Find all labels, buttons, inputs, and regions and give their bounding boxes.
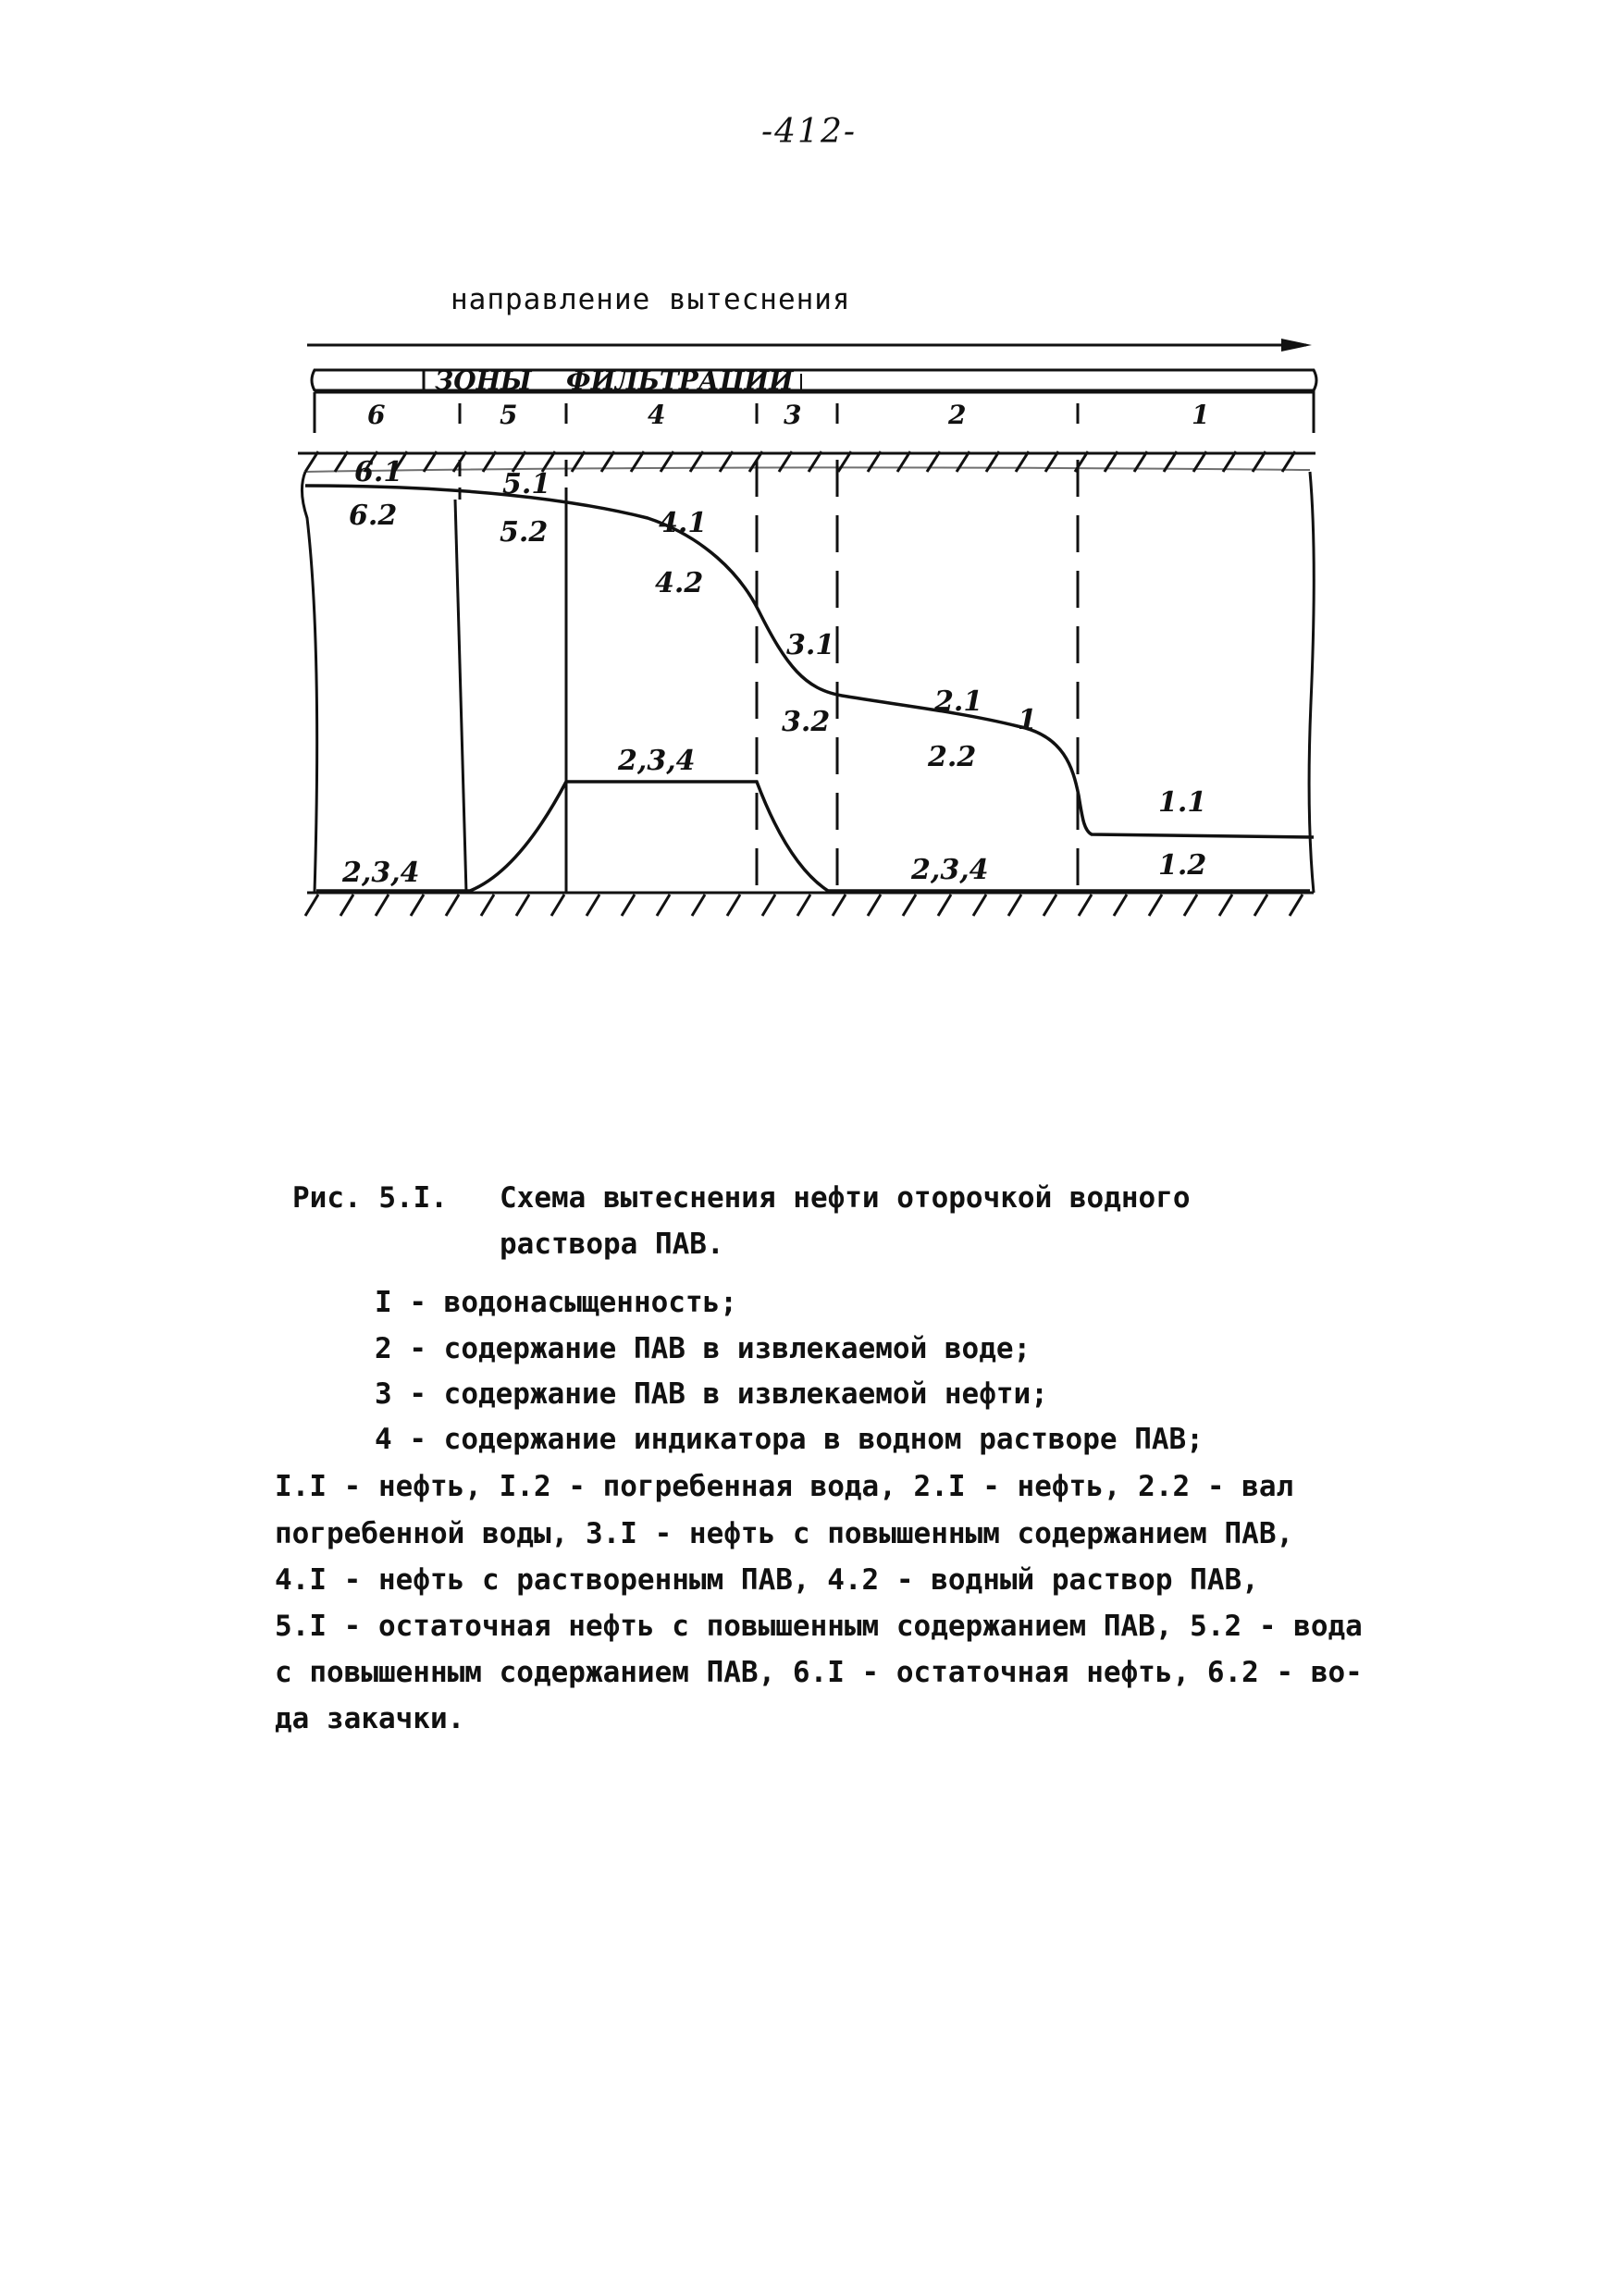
label-4-1: 4.1 [659,507,708,539]
direction-label: направление вытеснения [451,283,851,316]
zone-numbers-row [315,392,1314,433]
hatch-mark [903,895,916,916]
zone-number-5: 5 [500,400,518,430]
label-4-2: 4.2 [655,567,704,599]
hatch-mark [587,895,599,916]
hatch-mark [551,895,564,916]
legend-item: 4 - содержание индикатора в водном растворе ПАВ; [375,1423,1204,1456]
hatch-mark [1044,895,1056,916]
zone-number-4: 4 [648,400,666,430]
description-line: с повышенным содержанием ПАВ, 6.I - остаточная нефть, 6.2 - во- [275,1656,1363,1689]
direction-arrow [307,339,1312,352]
label-2-2: 2.2 [928,741,977,773]
label-bottom-left: 2,3,4 [342,857,420,889]
zone-boundaries [455,460,1078,893]
hatch-mark [340,895,353,916]
hatch-mark [868,895,881,916]
label-1-1: 1.1 [1158,786,1207,819]
zones-header-word1: ЗОНЫ [435,365,532,396]
hatch-mark [1290,895,1303,916]
description-line: I.I - нефть, I.2 - погребенная вода, 2.I - нефть, 2.2 - вал [275,1470,1294,1503]
hatch-mark [1079,895,1092,916]
label-3-1: 3.1 [786,629,835,661]
hatch-mark [516,895,529,916]
hatch-mark [622,895,635,916]
label-5-1: 5.1 [502,468,551,500]
hatch-mark [305,895,318,916]
zones-header-word2: ФИЛЬТРАЦИИ [566,365,794,396]
displacement-scheme [0,315,1618,944]
description-line: погребенной воды, 3.I - нефть с повышенным содержанием ПАВ, [275,1517,1294,1550]
page-number: -412- [760,113,858,151]
hatch-mark [973,895,986,916]
hatch-mark [481,895,494,916]
hatch-mark [692,895,705,916]
hatch-mark [1254,895,1267,916]
hatch-mark [1184,895,1197,916]
zone-number-3: 3 [784,400,802,430]
figure-title-line-1: Схема вытеснения нефти оторочкой водного [500,1181,1191,1215]
bottom-boundary [305,893,1314,916]
label-bottom-right: 2,3,4 [911,854,989,886]
hatch-mark [411,895,424,916]
label-3-2: 3.2 [782,706,831,738]
hatch-mark [1114,895,1127,916]
zone-number-1: 1 [1192,400,1210,430]
figure-title-line-2: раствора ПАВ. [500,1228,724,1261]
label-plateau: 2,3,4 [618,745,696,777]
hatch-mark [762,895,775,916]
zone-number-6: 6 [367,400,386,430]
hatch-mark [1008,895,1021,916]
hatch-mark [833,895,846,916]
hatch-mark [657,895,670,916]
hatch-mark [446,895,459,916]
hatch-mark [938,895,951,916]
label-1-2: 1.2 [1158,849,1207,882]
figure-number: Рис. 5.I. [292,1181,448,1215]
label-2-1: 2.1 [934,685,983,718]
description-line: да закачки. [275,1702,465,1735]
legend-item: I - водонасыщенность; [375,1286,737,1319]
label-1: 1 [1018,704,1037,736]
label-5-2: 5.2 [500,516,549,549]
zone-number-2: 2 [948,400,967,430]
description-line: 4.I - нефть с растворенным ПАВ, 4.2 - водный раствор ПАВ, [275,1563,1259,1597]
hatch-mark [797,895,810,916]
label-6-1: 6.1 [354,456,403,488]
hatch-mark [1219,895,1232,916]
description-line: 5.I - остаточная нефть с повышенным содержанием ПАВ, 5.2 - вода [275,1610,1363,1643]
hatch-mark [727,895,740,916]
hatch-mark [376,895,389,916]
legend-item: 3 - содержание ПАВ в извлекаемой нефти; [375,1377,1048,1411]
legend-item: 2 - содержание ПАВ в извлекаемой воде; [375,1332,1031,1365]
hatch-mark [1149,895,1162,916]
label-6-2: 6.2 [349,500,398,532]
